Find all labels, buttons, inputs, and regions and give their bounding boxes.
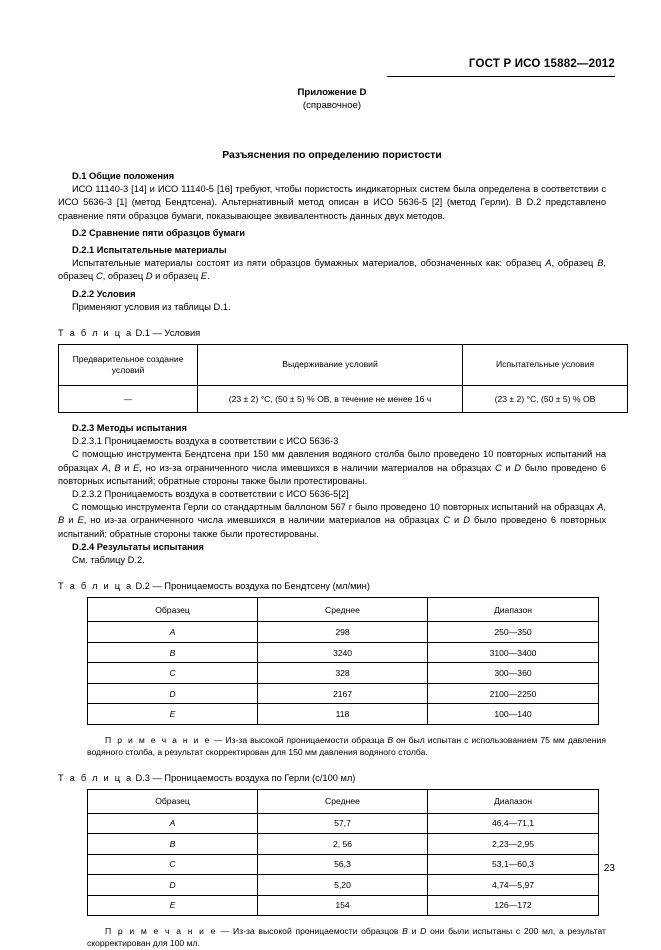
table-d3-col-sample: Образец <box>88 789 258 813</box>
paragraph-d24: См. таблицу D.2. <box>72 555 145 566</box>
table-d1 <box>58 344 628 413</box>
paragraph-d22: Применяют условия из таблицы D.1. <box>72 301 231 312</box>
annex-title: Приложение D <box>297 87 367 98</box>
table-d3-cell-mean: 5,20 <box>258 875 428 896</box>
heading-d21: D.2.1 Испытательные материалы <box>72 245 227 256</box>
annex-heading: Разъяснения по определению пористости <box>222 150 442 161</box>
table-d2-cell-sample: D <box>88 683 258 704</box>
table-d3-col-range: Диапазон <box>428 789 599 813</box>
table-d3-header-row <box>88 789 599 813</box>
heading-d22: D.2.2 Условия <box>72 288 136 299</box>
table-d2-cell-range: 3100—3400 <box>428 642 599 663</box>
table-d3-col-mean: Среднее <box>258 789 428 813</box>
table-row <box>88 622 599 643</box>
heading-d23: D.2.3 Методы испытания <box>72 423 187 434</box>
header-divider <box>387 76 615 77</box>
table-d3-cell-range: 2,23—2,95 <box>428 834 599 855</box>
table-d2-cell-range: 300—360 <box>428 663 599 684</box>
page-header-standard-ref: ГОСТ Р ИСО 15882—2012 <box>468 58 615 70</box>
paragraph-d21: Испытательные материалы состоят из пяти образцов бумажных материалов, обозначенных как: образец A, образец B, образец C, образец D и образец E. <box>58 258 606 282</box>
table-d3-cell-sample: C <box>88 854 258 875</box>
table-row <box>88 854 599 875</box>
table-d3-cell-range: 46,4—71,1 <box>428 813 599 834</box>
table-d2-cell-mean: 328 <box>258 663 428 684</box>
table-d1-header-row <box>59 345 628 386</box>
table-d1-cell-conditioning: (23 ± 2) °С, (50 ± 5) % ОВ, в течение не менее 16 ч <box>198 386 463 413</box>
table-d2-note: П р и м е ч а н и е — Из-за высокой проницаемости образца B он был испытан с использованием 75 мм давления водяного столба, а результат скорректирован для 150 мм давления водяного столба. <box>87 734 606 758</box>
table-d3-caption: Т а б л и ц а D.3 — Проницаемость воздуха по Герли (с/100 мл) <box>58 772 356 783</box>
table-d3-cell-mean: 56,3 <box>258 854 428 875</box>
table-d2-cell-range: 2100—2250 <box>428 683 599 704</box>
table-d3-cell-range: 4,74—5,97 <box>428 875 599 896</box>
table-row <box>88 875 599 896</box>
table-d1-col-conditioning: Выдерживание условий <box>198 345 463 386</box>
table-d2-col-sample: Образец <box>88 598 258 622</box>
table-d2-cell-range: 100—140 <box>428 704 599 725</box>
table-d1-caption: Т а б л и ц а D.1 — Условия <box>58 328 201 339</box>
table-d2-cell-mean: 3240 <box>258 642 428 663</box>
table-d1-cell-preconditioning: — <box>59 386 198 413</box>
table-d3-note: П р и м е ч а н и е — Из-за высокой проницаемости образцов B и D они были испытаны с 200 мл, а результат скорректирован для 100 мл. <box>87 926 606 949</box>
table-d3-cell-sample: D <box>88 875 258 896</box>
annex-subtitle: (справочное) <box>302 100 362 111</box>
table-d3 <box>87 789 599 917</box>
table-d3-cell-sample: B <box>88 834 258 855</box>
heading-d232: D.2.3.2 Проницаемость воздуха в соответствии с ИСО 5636-5[2] <box>72 489 349 500</box>
table-d3-cell-mean: 2, 56 <box>258 834 428 855</box>
table-d1-col-test-conditions: Испытательные условия <box>463 345 628 386</box>
table-d3-cell-mean: 57,7 <box>258 813 428 834</box>
table-d2-cell-mean: 298 <box>258 622 428 643</box>
table-row <box>59 386 628 413</box>
table-d3-cell-sample: A <box>88 813 258 834</box>
heading-d231: D.2.3.1 Проницаемость воздуха в соответствии с ИСО 5636-3 <box>72 436 339 447</box>
table-d2-cell-sample: A <box>88 622 258 643</box>
table-row <box>88 834 599 855</box>
paragraph-d1: ИСО 11140-3 [14] и ИСО 11140-5 [16] требуют, чтобы пористость индикаторных систем была определена в соответствии с ИСО 5636-3 [1] (метод Бендтсена). Альтернативный метод описан в ИСО 5636-5 [2] (метод Герли). В D.2 представлено сравнение пяти образцов бумаги, показывающее эквивалентность данных двух методов. <box>58 184 606 221</box>
table-d3-cell-range: 53,1—60,3 <box>428 854 599 875</box>
page-content <box>58 86 606 950</box>
paragraph-d231: С помощью инструмента Бендтсена при 150 мм давления водяного столба было проведено 10 повторных испытаний на образцах A, B и E, но из-за ограниченного числа имевшихся в наличии материалов на образцах C и D было проведено 6 повторных испытаний; обратные стороны также были протестированы. <box>58 449 607 486</box>
table-d3-cell-sample: E <box>88 895 258 916</box>
page-number: 23 <box>603 863 615 874</box>
table-d3-cell-range: 126—172 <box>428 895 599 916</box>
table-row <box>88 813 599 834</box>
table-d3-cell-mean: 154 <box>258 895 428 916</box>
heading-d1: D.1 Общие положения <box>72 171 175 181</box>
table-d2-cell-sample: B <box>88 642 258 663</box>
table-d1-col-preconditioning: Предварительное создание условий <box>59 345 198 386</box>
table-d2-cell-sample: E <box>88 704 258 725</box>
table-d2-cell-mean: 2167 <box>258 683 428 704</box>
table-d2-caption: Т а б л и ц а D.2 — Проницаемость воздуха по Бендтсену (мл/мин) <box>58 581 370 592</box>
table-d2-cell-range: 250—350 <box>428 622 599 643</box>
table-d2-cell-mean: 118 <box>258 704 428 725</box>
paragraph-d232: С помощью инструмента Герли со стандартным баллоном 567 г было проведено 10 повторных испытаний на образцах A, B и E, но из-за ограниченного числа имевшихся в наличии материалов на образцах C и D было проведено 6 повторных испытаний; обратные стороны также были протестированы. <box>58 502 607 539</box>
table-row <box>88 704 599 725</box>
table-d2-cell-sample: C <box>88 663 258 684</box>
table-d2-col-mean: Среднее <box>258 598 428 622</box>
table-row <box>88 663 599 684</box>
heading-d24: D.2.4 Результаты испытания <box>72 541 204 552</box>
table-row <box>88 683 599 704</box>
table-d2-header-row <box>88 598 599 622</box>
table-d1-cell-test-conditions: (23 ± 2) °С, (50 ± 5) % ОВ <box>463 386 628 413</box>
table-d2-col-range: Диапазон <box>428 598 599 622</box>
table-row <box>88 642 599 663</box>
table-row <box>88 895 599 916</box>
heading-d2: D.2 Сравнение пяти образцов бумаги <box>72 227 245 238</box>
table-d2 <box>87 597 599 725</box>
